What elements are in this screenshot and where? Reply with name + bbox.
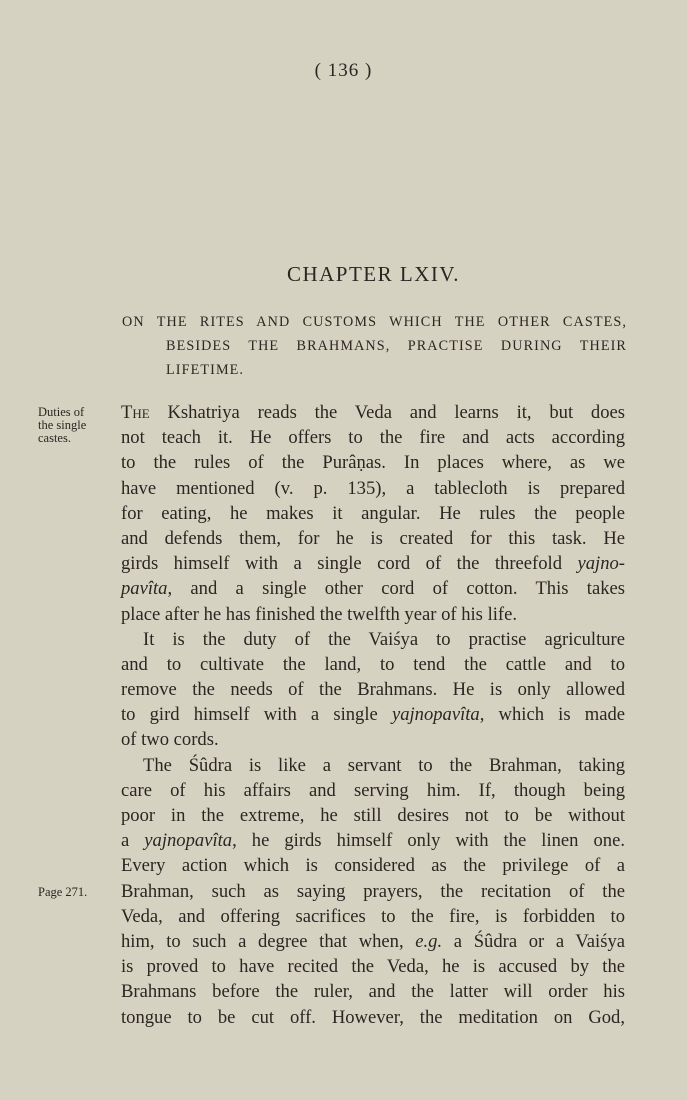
body-text [121, 400, 625, 1030]
text-line: is proved to have recited the Veda, he is accused by the [121, 956, 625, 978]
text-line: Brahman, such as saying prayers, the recitation of the [121, 880, 625, 902]
text-line: Every action which is considered as the privilege of a [121, 855, 625, 877]
text-line: It is the duty of the Vaiśya to practise agriculture [143, 628, 625, 650]
text-line: and defends them, for he is created for this task. He [121, 527, 625, 549]
text-run: him, to such a degree that when, [121, 930, 416, 952]
text-line: place after he has finished the twelfth year of his life. [121, 603, 517, 625]
chapter-title: CHAPTER LXIV. [286, 262, 461, 286]
page-number: ( 136 ) [314, 60, 373, 81]
chapter-subtitle [122, 310, 627, 382]
subtitle-line: BESIDES THE BRAHMANS, PRACTISE DURING THEIR [166, 338, 627, 354]
text-line: not teach it. He offers to the fire and acts according [121, 427, 625, 449]
text-line: The Śûdra is like a servant to the Brahman, taking [143, 754, 625, 776]
text-run: to gird himself with a single [121, 704, 392, 726]
italic-term: pavîta [121, 578, 168, 600]
margin-note-line: Page 271. [38, 885, 88, 899]
opening-word: The [121, 402, 150, 423]
italic-term: e.g. [415, 930, 443, 952]
text-run: a Śûdra or a Vaiśya [442, 930, 625, 952]
text-line: Veda, and offering sacrifices to the fire, is forbidden to [121, 905, 625, 927]
margin-note-line: the single [38, 418, 87, 432]
text-line: Brahmans before the ruler, and the latter will order his [121, 981, 625, 1003]
italic-term: yajno- [577, 553, 625, 575]
margin-note-page-ref [38, 886, 87, 899]
italic-term: yajnopavîta [391, 704, 480, 726]
text-line: and to cultivate the land, to tend the cattle and to [121, 653, 625, 675]
margin-note-duties [38, 406, 86, 445]
text-line [121, 576, 625, 601]
margin-note-line: Duties of [38, 405, 85, 419]
text-run: girds himself with a single cord of the threefold [121, 553, 578, 575]
text-line [121, 551, 625, 576]
italic-term: yajnopavîta [144, 830, 233, 852]
text-run: , he girds himself only with the linen one. [232, 830, 625, 852]
text-line: have mentioned (v. p. 135), a tablecloth is prepared [121, 477, 625, 499]
text-line: to the rules of the Purâṇas. In places where, as we [121, 452, 625, 474]
text-line [121, 702, 625, 727]
text-run: , which is made [479, 704, 625, 726]
subtitle-line: ON THE RITES AND CUSTOMS WHICH THE OTHER CASTES, [122, 314, 627, 330]
text-run: a [121, 830, 145, 852]
text-line: for eating, he makes it angular. He rules the people [121, 502, 625, 524]
margin-note-line: castes. [38, 431, 71, 445]
text-run: , and a single other cord of cotton. This takes [167, 578, 625, 600]
subtitle-line: LIFETIME. [166, 362, 245, 378]
text-line: tongue to be cut off. However, the meditation on God, [121, 1006, 625, 1028]
text-line: of two cords. [121, 729, 219, 751]
text-line: The Kshatriya reads the Veda and learns it, but does [121, 402, 625, 423]
text-line [121, 828, 625, 853]
text-line: care of his affairs and serving him. If, though being [121, 779, 625, 801]
text-line: remove the needs of the Brahmans. He is only allowed [121, 679, 625, 701]
text-line [121, 929, 625, 954]
text-line: poor in the extreme, he still desires not to be without [121, 805, 625, 826]
